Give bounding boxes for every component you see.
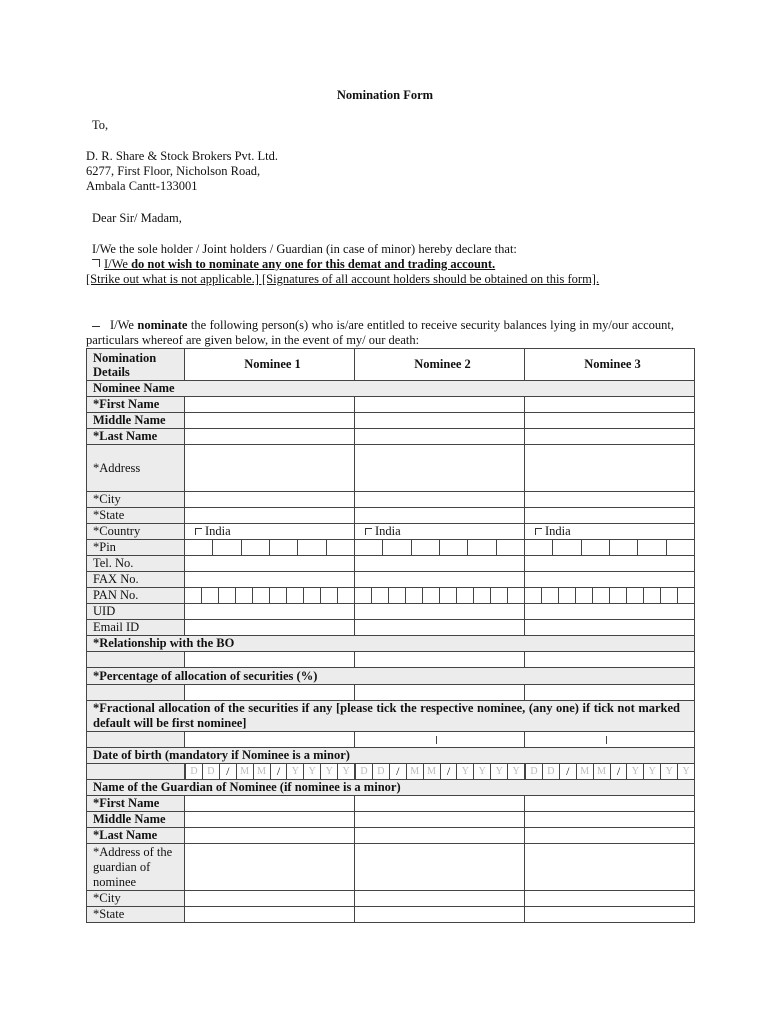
fractional-heading: *Fractional allocation of the securities if any [please tick the respective nominee, (any one) if tick not marked default will be first nominee]: [87, 701, 695, 732]
relationship-spacer: [87, 652, 185, 668]
dob-boxes[interactable]: D D / M M / Y Y Y Y: [185, 764, 354, 779]
address-line-3: Ambala Cantt-133001: [86, 179, 198, 193]
n1-fractional-field[interactable]: [185, 732, 355, 748]
fax-label: FAX No.: [87, 572, 185, 588]
city-label: *City: [87, 492, 185, 508]
n1-state-field[interactable]: [185, 508, 355, 524]
salutation: Dear Sir/ Madam,: [92, 211, 182, 225]
nomination-table: [86, 348, 695, 923]
tel-label: Tel. No.: [87, 556, 185, 572]
g1-last-name-field[interactable]: [185, 828, 355, 844]
tick-box[interactable]: [436, 736, 437, 744]
country-value: India: [375, 524, 401, 538]
to-label: To,: [92, 118, 109, 132]
checkbox-icon[interactable]: [535, 528, 542, 535]
g3-state-field[interactable]: [525, 907, 695, 923]
pan-boxes[interactable]: [525, 588, 694, 603]
n2-middle-name-field[interactable]: [355, 413, 525, 429]
g2-first-name-field[interactable]: [355, 796, 525, 812]
declaration-text: I/We the sole holder / Joint holders / Guardian (in case of minor) hereby declare that:: [92, 242, 517, 256]
n3-relationship-field[interactable]: [525, 652, 695, 668]
pan-boxes[interactable]: [185, 588, 354, 603]
checkbox-icon[interactable]: [92, 259, 100, 267]
option-nominate-bold: nominate: [137, 318, 188, 332]
n2-state-field[interactable]: [355, 508, 525, 524]
n1-email-field[interactable]: [185, 620, 355, 636]
g-first-name-label: *First Name: [87, 796, 185, 812]
n3-city-field[interactable]: [525, 492, 695, 508]
n2-fax-field[interactable]: [355, 572, 525, 588]
g-state-label: *State: [87, 907, 185, 923]
pin-boxes[interactable]: [525, 540, 694, 555]
option-prefix: I/We: [104, 257, 132, 271]
g3-address-field[interactable]: [525, 844, 695, 891]
dob-boxes[interactable]: D D / M M / Y Y Y Y: [525, 764, 694, 779]
checkbox-icon[interactable]: [195, 528, 202, 535]
g3-first-name-field[interactable]: [525, 796, 695, 812]
n3-uid-field[interactable]: [525, 604, 695, 620]
n2-city-field[interactable]: [355, 492, 525, 508]
n2-fractional-field[interactable]: [355, 732, 525, 748]
first-name-label: *First Name: [87, 397, 185, 413]
country-value: India: [205, 524, 231, 538]
checkbox-icon[interactable]: [365, 528, 372, 535]
option-no-nomination[interactable]: [92, 257, 495, 272]
n3-dob-field[interactable]: [525, 764, 695, 780]
g1-state-field[interactable]: [185, 907, 355, 923]
g1-city-field[interactable]: [185, 891, 355, 907]
n1-uid-field[interactable]: [185, 604, 355, 620]
n2-relationship-field[interactable]: [355, 652, 525, 668]
n2-uid-field[interactable]: [355, 604, 525, 620]
n1-dob-field[interactable]: [185, 764, 355, 780]
dob-boxes[interactable]: D D / M M / Y Y Y Y: [355, 764, 524, 779]
dob-spacer: [87, 764, 185, 780]
option-nominate-prefix: I/We: [110, 318, 138, 332]
g-middle-name-label: Middle Name: [87, 812, 185, 828]
n3-email-field[interactable]: [525, 620, 695, 636]
country-value: India: [545, 524, 571, 538]
n3-first-name-field[interactable]: [525, 397, 695, 413]
n2-last-name-field[interactable]: [355, 429, 525, 445]
n3-fax-field[interactable]: [525, 572, 695, 588]
n3-pin-field[interactable]: [525, 540, 695, 556]
address-line-2: 6277, First Floor, Nicholson Road,: [86, 164, 261, 178]
g2-city-field[interactable]: [355, 891, 525, 907]
guardian-heading: Name of the Guardian of Nominee (if nominee is a minor): [87, 780, 695, 796]
n1-fax-field[interactable]: [185, 572, 355, 588]
nominee-2-header: Nominee 2: [355, 349, 525, 381]
option-nominate-rest: the following person(s) who is/are entitled to receive security balances lying in my/our account, particulars whereof are given below, in the event of my/ our death:: [86, 318, 674, 347]
option-no-nomination-text: do not wish to nominate any one for this demat and trading account.: [131, 257, 496, 271]
dash-mark: [92, 326, 100, 327]
n2-pan-field[interactable]: [355, 588, 525, 604]
n1-pan-field[interactable]: [185, 588, 355, 604]
g3-last-name-field[interactable]: [525, 828, 695, 844]
n2-dob-field[interactable]: [355, 764, 525, 780]
nominee-name-heading: Nominee Name: [87, 381, 695, 397]
dob-heading: Date of birth (mandatory if Nominee is a minor): [87, 748, 695, 764]
state-label: *State: [87, 508, 185, 524]
relationship-heading: *Relationship with the BO: [87, 636, 695, 652]
n1-relationship-field[interactable]: [185, 652, 355, 668]
n1-city-field[interactable]: [185, 492, 355, 508]
n1-middle-name-field[interactable]: [185, 413, 355, 429]
g-last-name-label: *Last Name: [87, 828, 185, 844]
pin-label: *Pin: [87, 540, 185, 556]
n3-fractional-field[interactable]: [525, 732, 695, 748]
strike-note: [86, 272, 668, 287]
n3-middle-name-field[interactable]: [525, 413, 695, 429]
n2-address-field[interactable]: [355, 445, 525, 492]
n2-percentage-field[interactable]: [355, 685, 525, 701]
strike-note-text: [Strike out what is not applicable.] [Signatures of all account holders should be obtained on this form].: [86, 272, 600, 286]
email-label: Email ID: [87, 620, 185, 636]
nominee-1-header: Nominee 1: [185, 349, 355, 381]
g3-city-field[interactable]: [525, 891, 695, 907]
g1-first-name-field[interactable]: [185, 796, 355, 812]
n2-first-name-field[interactable]: [355, 397, 525, 413]
address-label: *Address: [87, 445, 185, 492]
n2-country-field[interactable]: [355, 524, 525, 540]
nomination-details-label: Nomination Details: [87, 349, 185, 381]
n3-pan-field[interactable]: [525, 588, 695, 604]
last-name-label: *Last Name: [87, 429, 185, 445]
n1-country-field[interactable]: [185, 524, 355, 540]
n1-percentage-field[interactable]: [185, 685, 355, 701]
form-title: Nomination Form: [336, 88, 434, 102]
g1-middle-name-field[interactable]: [185, 812, 355, 828]
country-label: *Country: [87, 524, 185, 540]
n1-last-name-field[interactable]: [185, 429, 355, 445]
fractional-spacer: [87, 732, 185, 748]
n2-tel-field[interactable]: [355, 556, 525, 572]
pin-boxes[interactable]: [355, 540, 524, 555]
n2-pin-field[interactable]: [355, 540, 525, 556]
n3-address-field[interactable]: [525, 445, 695, 492]
g-address-label: *Address of the guardian of nominee: [87, 844, 185, 891]
pan-boxes[interactable]: [355, 588, 524, 603]
g2-state-field[interactable]: [355, 907, 525, 923]
g1-address-field[interactable]: [185, 844, 355, 891]
pan-label: PAN No.: [87, 588, 185, 604]
option-nominate[interactable]: [86, 318, 674, 348]
tick-box[interactable]: [606, 736, 607, 744]
g-city-label: *City: [87, 891, 185, 907]
nominee-3-header: Nominee 3: [525, 349, 695, 381]
n3-percentage-field[interactable]: [525, 685, 695, 701]
address-line-1: D. R. Share & Stock Brokers Pvt. Ltd.: [86, 149, 279, 163]
n3-state-field[interactable]: [525, 508, 695, 524]
percentage-spacer: [87, 685, 185, 701]
n1-pin-field[interactable]: [185, 540, 355, 556]
g2-middle-name-field[interactable]: [355, 812, 525, 828]
g3-middle-name-field[interactable]: [525, 812, 695, 828]
n1-tel-field[interactable]: [185, 556, 355, 572]
pin-boxes[interactable]: [185, 540, 354, 555]
n2-email-field[interactable]: [355, 620, 525, 636]
uid-label: UID: [87, 604, 185, 620]
n1-first-name-field[interactable]: [185, 397, 355, 413]
g2-last-name-field[interactable]: [355, 828, 525, 844]
percentage-heading: *Percentage of allocation of securities (%): [87, 668, 695, 685]
n3-tel-field[interactable]: [525, 556, 695, 572]
n1-address-field[interactable]: [185, 445, 355, 492]
n3-country-field[interactable]: [525, 524, 695, 540]
middle-name-label: Middle Name: [87, 413, 185, 429]
n3-last-name-field[interactable]: [525, 429, 695, 445]
g2-address-field[interactable]: [355, 844, 525, 891]
